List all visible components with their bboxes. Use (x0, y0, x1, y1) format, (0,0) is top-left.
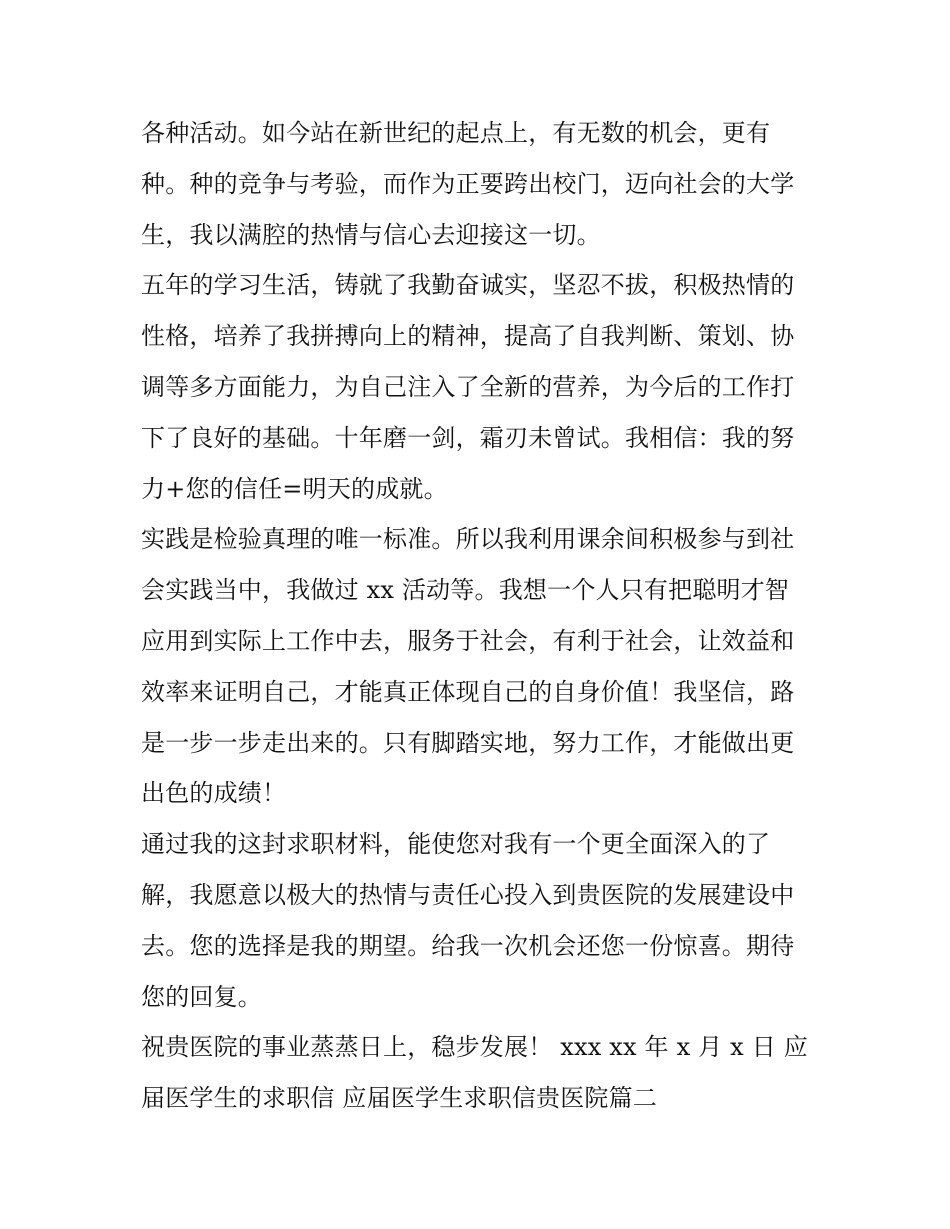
text-line: 解，我愿意以极大的热情与责任心投入到贵医院的发展建设中 (141, 880, 795, 909)
text-line: 应用到实际上工作中去，服务于社会，有利于社会，让效益和 (141, 626, 795, 655)
text-line: 下了良好的基础。十年磨一剑，霜刃未曾试。我相信：我的努 (141, 423, 795, 452)
text-line: 去。您的选择是我的期望。给我一次机会还您一份惊喜。期待 (141, 931, 795, 960)
document-body (141, 108, 813, 1124)
text-line: 种。种的竞争与考验，而作为正要跨出校门，迈向社会的大学 (141, 169, 795, 198)
text-line: 届医学生的求职信 应届医学生求职信贵医院篇二 (141, 1084, 658, 1113)
text-line: 调等多方面能力，为自己注入了全新的营养，为今后的工作打 (141, 372, 795, 401)
paragraph-practice (141, 514, 813, 819)
text-line: 实践是检验真理的唯一标准。所以我利用课余间积极参与到社 (141, 525, 795, 554)
text-line: 生，我以满腔的热情与信心去迎接这一切。 (141, 220, 601, 249)
text-line: 出色的成绩！ (141, 779, 287, 808)
text-line: 性格，培养了我拼搏向上的精神，提高了自我判断、策划、协 (141, 322, 795, 351)
text-line: 各种活动。如今站在新世纪的起点上，有无数的机会，更有 (141, 119, 771, 147)
text-line: 祝贵医院的事业蒸蒸日上，稳步发展！ xxx xx 年 x 月 x 日 应 (141, 1033, 808, 1062)
paragraph-opportunities (141, 108, 813, 260)
paragraph-five-years-study (141, 260, 813, 514)
text-line: 您的回复。 (141, 982, 262, 1011)
text-line: 是一步一步走出来的。只有脚踏实地，努力工作，才能做出更 (141, 728, 795, 757)
paragraph-application-materials (141, 819, 813, 1022)
text-line: 通过我的这封求职材料，能使您对我有一个更全面深入的了 (141, 830, 771, 859)
text-line: 会实践当中，我做过 xx 活动等。我想一个人只有把聪明才智 (141, 576, 790, 605)
text-line: 五年的学习生活，铸就了我勤奋诚实，坚忍不拔，积极热情的 (141, 271, 795, 300)
text-line: 效率来证明自己，才能真正体现自己的自身价值！我坚信，路 (141, 677, 795, 706)
paragraph-closing (141, 1022, 813, 1124)
text-line: 力+您的信任=明天的成就。 (141, 474, 448, 503)
